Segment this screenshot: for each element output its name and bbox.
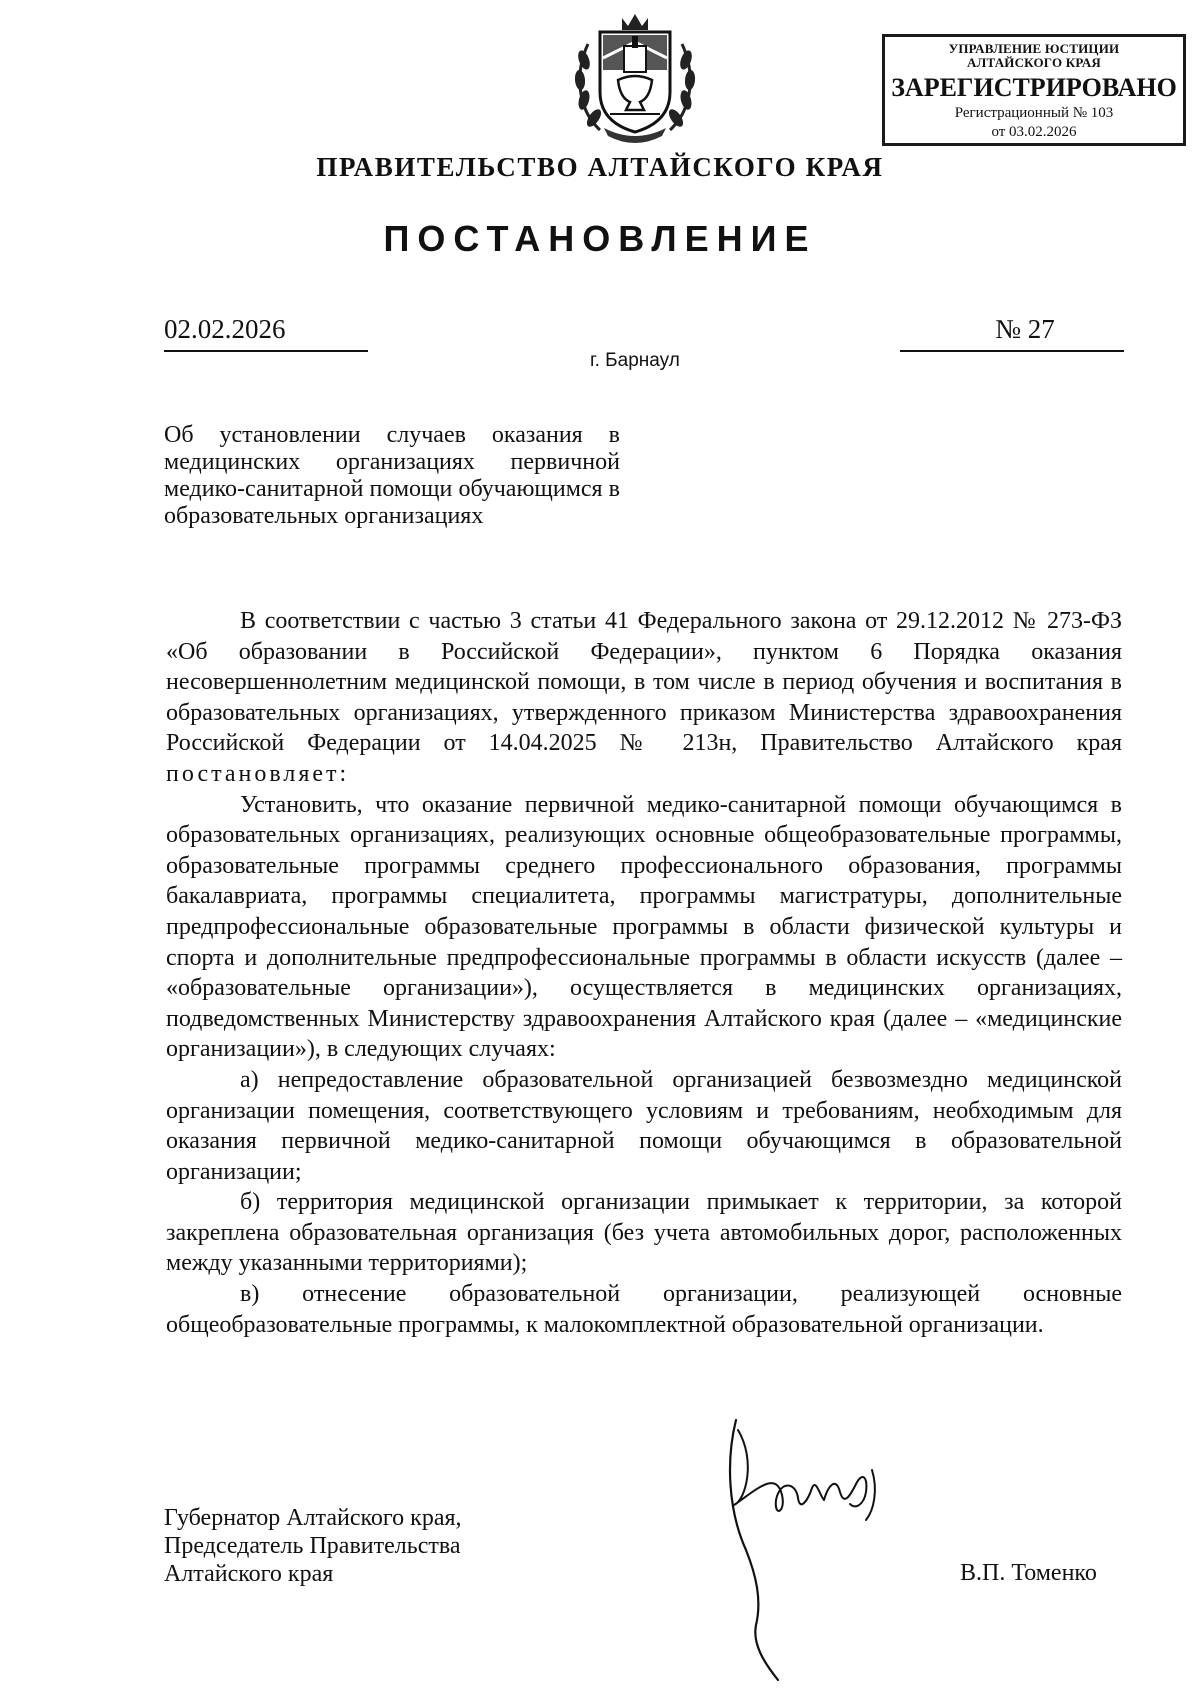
altai-coat-of-arms-icon [570,10,700,146]
number-field [900,312,1124,352]
document-type: ПОСТАНОВЛЕНИЕ [383,218,817,259]
stamp-reg-number: Регистрационный № 103 [954,105,1114,121]
signer-name: В.П. Томенко [960,1560,1097,1586]
document-body [166,606,1122,1340]
stamp-status: ЗАРЕГИСТРИРОВАНО [891,73,1177,102]
document-number: № 27 [995,314,1055,344]
government-name: ПРАВИТЕЛЬСТВО АЛТАЙСКОГО КРАЯ [316,152,884,182]
resolves-keyword: постановляет: [166,760,350,787]
signer-title-line3: Алтайского края [164,1561,334,1587]
preamble-text: В соответствии с частью 3 статьи 41 Федерального закона от 29.12.2012 № 273-ФЗ «Об образовании в Российской Федерации», пунктом 6 Порядка оказания несовершеннолетним медицинской помощи, в том числе в период обучения и воспитания в образовательных организациях, утвержденного приказом Министерства здравоохранения Российской Федерации от 14.04.2025 № 213н, Правительство Алтайского края [166,608,1122,757]
stamp-authority-line2: АЛТАЙСКОГО КРАЯ [967,55,1101,70]
body-paragraph-preamble [166,606,1122,790]
document-date: 02.02.2026 [164,314,286,344]
signer-title-line1: Губернатор Алтайского края, [164,1505,462,1531]
handwritten-signature [716,1400,906,1690]
document-subject: Об установлении случаев оказания в медицинских организациях первичной медико-санитарной помощи обучающимся в образовательных организациях [164,422,620,529]
body-paragraph-main: Установить, что оказание первичной медико-санитарной помощи обучающимся в образовательных организациях, реализующих основные общеобразовательные программы, образовательные программы среднего профессионального образования, программы бакалавриата, программы специалитета, программы магистратуры, дополнительные предпрофессиональные образовательные программы в области физической культуры и спорта и дополнительные предпрофессиональные программы в области искусств (далее – «образовательные организации»), осуществляется в медицинских организациях, подведомственных Министерству здравоохранения Алтайского края (далее – «медицинские организации»), в следующих случаях: [166,791,1122,1063]
stamp-authority-line1: УПРАВЛЕНИЕ ЮСТИЦИИ [948,41,1120,56]
body-paragraph-item-a: а) непредоставление образовательной организацией безвозмездно медицинской организации помещения, соответствующего условиям и требованиям, необходимым для оказания первичной медико-санитарной помощи обучающимся в образовательной организации; [166,1066,1122,1185]
signer-title [164,1504,564,1588]
signer-title-line2: Председатель Правительства [164,1533,461,1559]
date-field [164,312,368,352]
registration-stamp [882,34,1186,146]
body-paragraph-item-b: б) территория медицинской организации примыкает к территории, за которой закреплена образовательная организация (без учета автомобильных дорог, расположенных между указанными территориями); [166,1189,1122,1277]
body-paragraph-item-c: в) отнесение образовательной организации, реализующей основные общеобразовательные программы, к малокомплектной образовательной организации. [166,1281,1122,1338]
stamp-reg-date: от 03.02.2026 [991,124,1077,140]
document-city: г. Барнаул [590,350,680,371]
